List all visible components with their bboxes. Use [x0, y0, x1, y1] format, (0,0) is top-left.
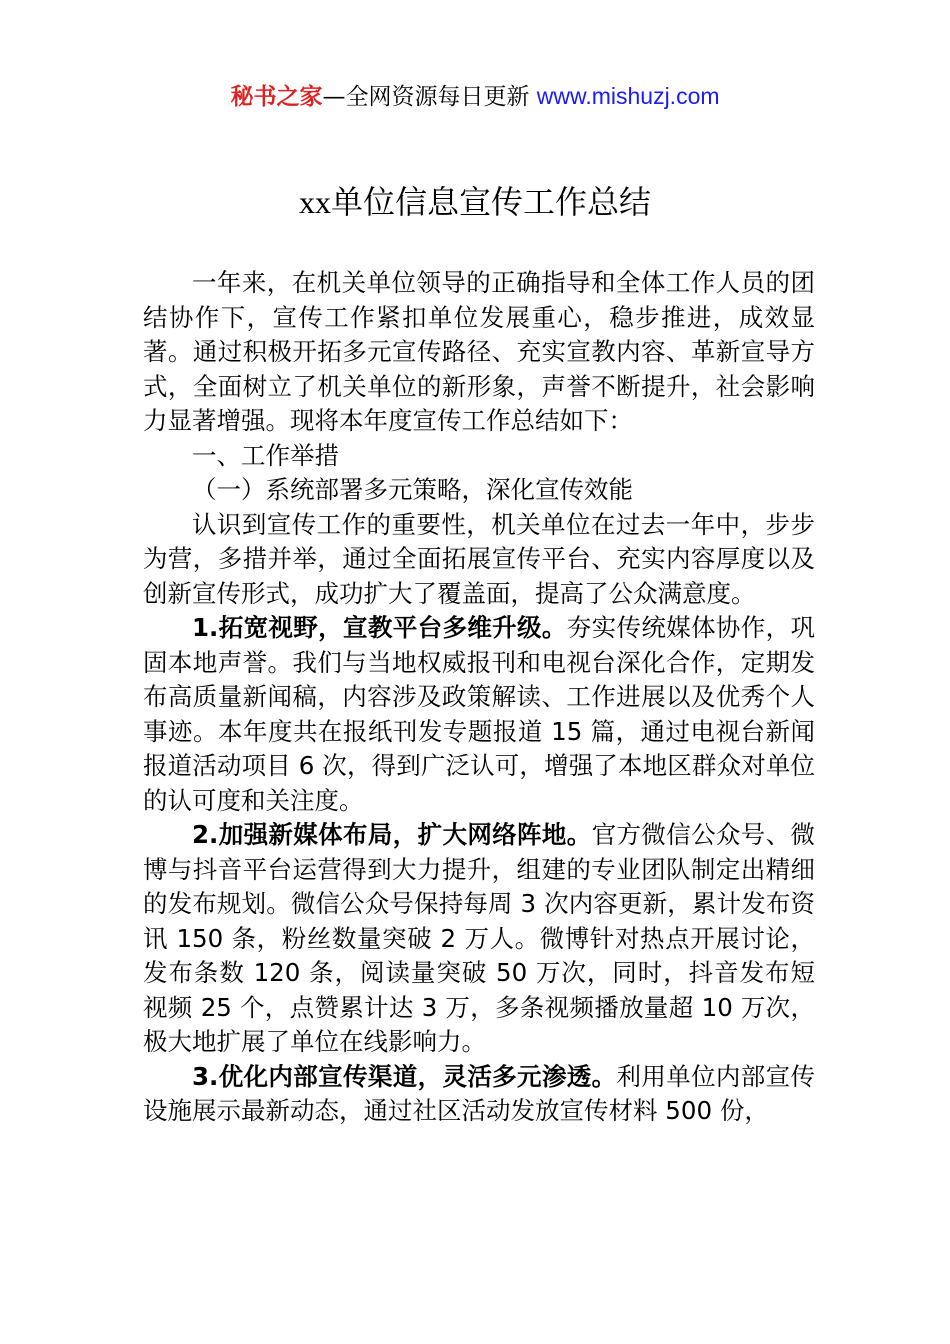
- subsection-paragraph: 认识到宣传工作的重要性，机关单位在过去一年中，步步为营，多措并举，通过全面拓展宣传平台、充实内容厚度以及创新宣传形式，成功扩大了覆盖面，提高了公众满意度。: [143, 509, 815, 608]
- site-header: [0, 80, 950, 113]
- item-lead-2: 2.加强新媒体布局，扩大网络阵地。: [192, 820, 592, 849]
- item-body-1: 夯实传统媒体协作，巩固本地声誉。我们与当地权威报刊和电视台深化合作，定期发布高质量新闻稿，内容涉及政策解读、工作进展以及优秀个人事迹。本年度共在报纸刊发专题报道 15 篇，通过电视台新闻报道活动项目 6 次，得到广泛认可，增强了本地区群众对单位的认可度和关注度。: [143, 613, 816, 815]
- item-paragraph-3: [143, 1060, 815, 1129]
- item-paragraph-1: [143, 611, 815, 818]
- document-title: [0, 178, 950, 226]
- section-heading: 一、工作举措: [192, 440, 339, 470]
- site-url-link[interactable]: www.mishuzj.com: [536, 83, 720, 109]
- title-main: 单位信息宣传工作总结: [330, 183, 651, 221]
- subsection-heading: （一）系统部署多元策略，深化宣传效能: [192, 475, 633, 504]
- item-lead-1: 1.拓宽视野，宣教平台多维升级。: [192, 613, 567, 642]
- item-paragraph-2: [143, 818, 815, 1060]
- brand-name: 秘书之家: [230, 84, 323, 110]
- header-tagline: —全网资源每日更新: [322, 84, 537, 110]
- title-prefix: xx: [298, 184, 331, 220]
- item-body-2: 官方微信公众号、微博与抖音平台运营得到大力提升，组建的专业团队制定出精细的发布规划。微信公众号保持每周 3 次内容更新，累计发布资讯 150 条，粉丝数量突破 2 万人。微博针对热点开展讨论，发布条数 120 条，阅读量突破 50 万次，同时，抖音发布短视频 25 个，点赞累计达 3 万，多条视频播放量超 10 万次，极大地扩展了单位在线影响力。: [143, 820, 816, 1056]
- item-body-3: 利用单位内部宣传设施展示最新动态，通过社区活动发放宣传材料 500 份，: [143, 1061, 816, 1125]
- intro-paragraph: 一年来，在机关单位领导的正确指导和全体工作人员的团结协作下，宣传工作紧扣单位发展重心，稳步推进，成效显著。通过积极开拓多元宣传路径、充实宣教内容、革新宣导方式，全面树立了机关单位的新形象，声誉不断提升，社会影响力显著增强。现将本年度宣传工作总结如下：: [143, 268, 815, 435]
- item-lead-3: 3.优化内部宣传渠道，灵活多元渗透。: [192, 1061, 617, 1091]
- document-body: [143, 266, 815, 1129]
